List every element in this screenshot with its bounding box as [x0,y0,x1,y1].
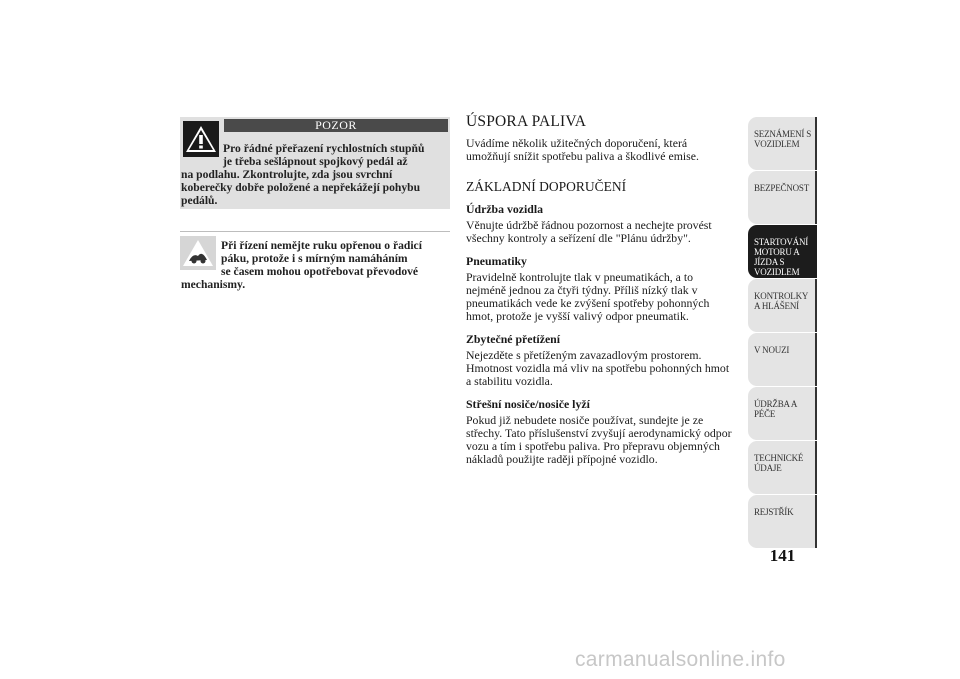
tab-seznameni[interactable]: SEZNÁMENÍ S VOZIDLEM [748,117,817,170]
warning-text [181,142,449,207]
tab-v-nouzi[interactable]: V NOUZI [748,333,817,386]
intro-paragraph: Uvádíme několik užitečných doporučení, která umožňují snížit spotřebu paliva a škodlivé emise. [466,136,699,163]
item-text: Pokud již nebudete nosiče používat, sundejte je ze střechy. Tato příslušenství zvyšují aerodynamický odpor vozu a tím i spotřebu paliva. Pro přepravu objemných nákladů použijte raději přípojné vozidlo. [466,413,732,466]
chapter-tabs [748,117,817,549]
warning-line: koberečky dobře položené a nepřekážejí pohybu [181,181,421,194]
note-line: mechanismy. [181,278,246,291]
warning-line: Pro řádné přeřazení rychlostních stupňů [223,142,425,155]
section-title: ZÁKLADNÍ DOPORUČENÍ [466,179,627,194]
item-heading: Údržba vozidla [466,202,544,216]
tab-udrzba[interactable]: ÚDRŽBA A PÉČE [748,387,817,440]
main-column [466,113,734,476]
warning-label: POZOR [224,119,448,132]
tab-bezpecnost[interactable]: BEZPEČNOST [748,171,817,224]
tab-startovani[interactable]: STARTOVÁNÍ MOTORU A JÍZDA S VOZIDLEM [748,225,817,278]
note-line: se časem mohou opotřebovat převodové [221,265,419,278]
tab-technicke[interactable]: TECHNICKÉ ÚDAJE [748,441,817,494]
warning-line: je třeba sešlápnout spojkový pedál až [223,155,408,168]
item-heading: Střešní nosiče/nosiče lyží [466,397,590,411]
warning-line: na podlahu. Zkontrolujte, zda jsou svrchní [181,168,393,181]
note-line: Při řízení nemějte ruku opřenou o řadicí [221,239,422,252]
note-line: páku, protože i s mírným namáháním [221,252,408,265]
tab-kontrolky[interactable]: KONTROLKY A HLÁŠENÍ [748,279,817,332]
item-text: Nejezděte s přetíženým zavazadlovým prostorem. Hmotnost vozidla má vliv na spotřebu pohonných hmot a stabilitu vozidla. [466,348,730,388]
page-number: 141 [769,546,796,565]
item-heading: Pneumatiky [466,254,527,268]
item-text: Pravidelně kontrolujte tlak v pneumatikách, a to nejméně jednou za čtyři týdny. Příliš nízký tlak v pneumatikách vede ke zvýšení spotřeby pohonných hmot, protože je vyšší valivý odpor pneumatik. [466,270,710,323]
watermark: carmanualsonline.info [575,648,786,671]
tab-rejstrik[interactable]: REJSTŘÍK [748,495,817,548]
page-title: ÚSPORA PALIVA [466,113,587,130]
warning-line: pedálů. [181,194,218,207]
item-heading: Zbytečné přetížení [466,332,561,346]
note-divider [180,231,450,232]
item-text: Věnujte údržbě řádnou pozornost a nechejte provést všechny kontroly a seřízení dle "Plánu údržby". [466,218,712,245]
note-text [181,239,449,291]
